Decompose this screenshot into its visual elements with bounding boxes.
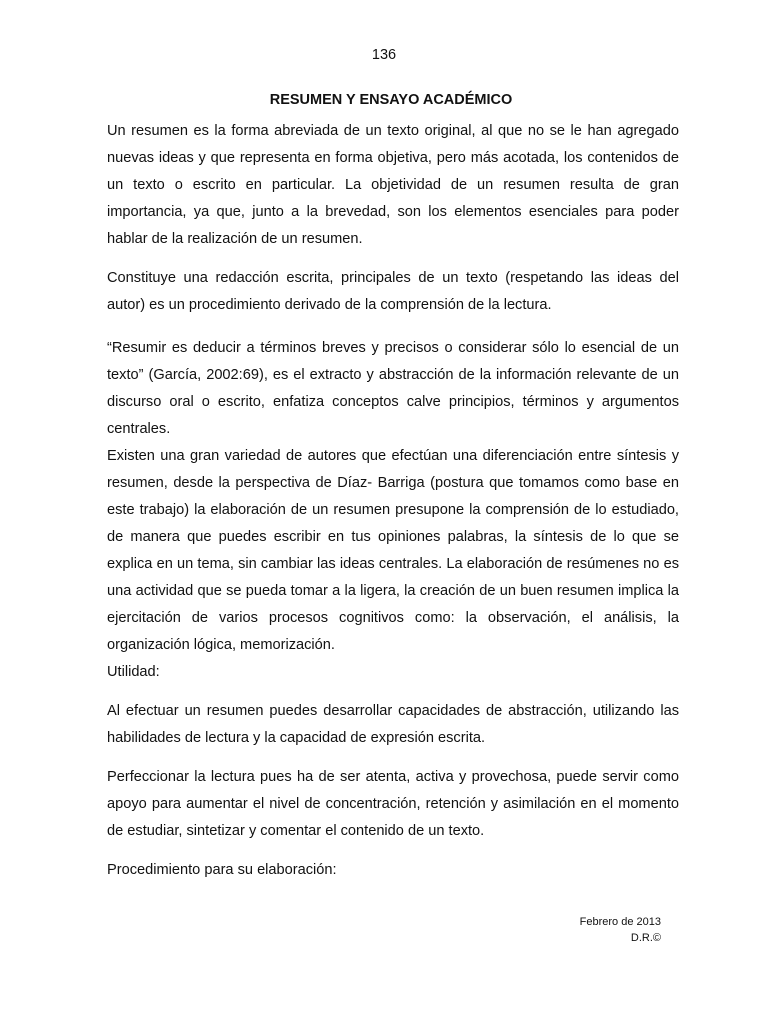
- footer-rights: D.R.©: [630, 932, 661, 944]
- paragraph-reading: Perfeccionar la lectura pues ha de ser atenta, activa y provechosa, puede servir como apoyo para aumentar el nivel de concentración, retención y asimilación en el momento de estudiar, sintetizar y comentar el contenido de un texto.: [107, 769, 679, 839]
- paragraph-authors: Existen una gran variedad de autores que efectúan una diferenciación entre síntesis y resumen, desde la perspectiva de Díaz- Barriga (postura que tomamos como base en este trabajo) la elaboración de un resumen presupone la comprensión de lo estudiado, de manera que puedes escribir en tus opiniones palabras, la síntesis de lo que se explica en un tema, sin cambiar las ideas centrales. La elaboración de resúmenes no es una actividad que se pueda tomar a la ligera, la creación de un buen resumen implica la ejercitación de varios procesos cognitivos como: la observación, el análisis, la organización lógica, memorización.: [107, 448, 679, 653]
- paragraph-abstraction: Al efectuar un resumen puedes desarrollar capacidades de abstracción, utilizando las habilidades de lectura y la capacidad de expresión escrita.: [107, 703, 679, 746]
- page-number: 136: [371, 47, 397, 63]
- page-footer: [580, 914, 661, 946]
- paragraph-utilidad-heading: Utilidad:: [107, 664, 160, 680]
- paragraph-quote: “Resumir es deducir a términos breves y precisos o considerar sólo lo esencial de un texto” (García, 2002:69), es el extracto y abstracción de la información relevante de un discurso oral o escrito, enfatiza conceptos calve principios, términos y argumentos centrales.: [107, 340, 679, 437]
- paragraph-procedure-heading: Procedimiento para su elaboración:: [107, 862, 337, 878]
- document-body: [107, 118, 679, 884]
- footer-date: Febrero de 2013: [579, 916, 661, 928]
- document-title: RESUMEN Y ENSAYO ACADÉMICO: [269, 92, 513, 108]
- paragraph-constitution: Constituye una redacción escrita, principales de un texto (respetando las ideas del autor) es un procedimiento derivado de la comprensión de la lectura.: [107, 270, 679, 313]
- paragraph-definition: Un resumen es la forma abreviada de un texto original, al que no se le han agregado nuevas ideas y que representa en forma objetiva, pero más acotada, los contenidos de un texto o escrito en particular. La objetividad de un resumen resulta de gran importancia, ya que, junto a la brevedad, son los elementos esenciales para poder hablar de la realización de un resumen.: [107, 123, 679, 247]
